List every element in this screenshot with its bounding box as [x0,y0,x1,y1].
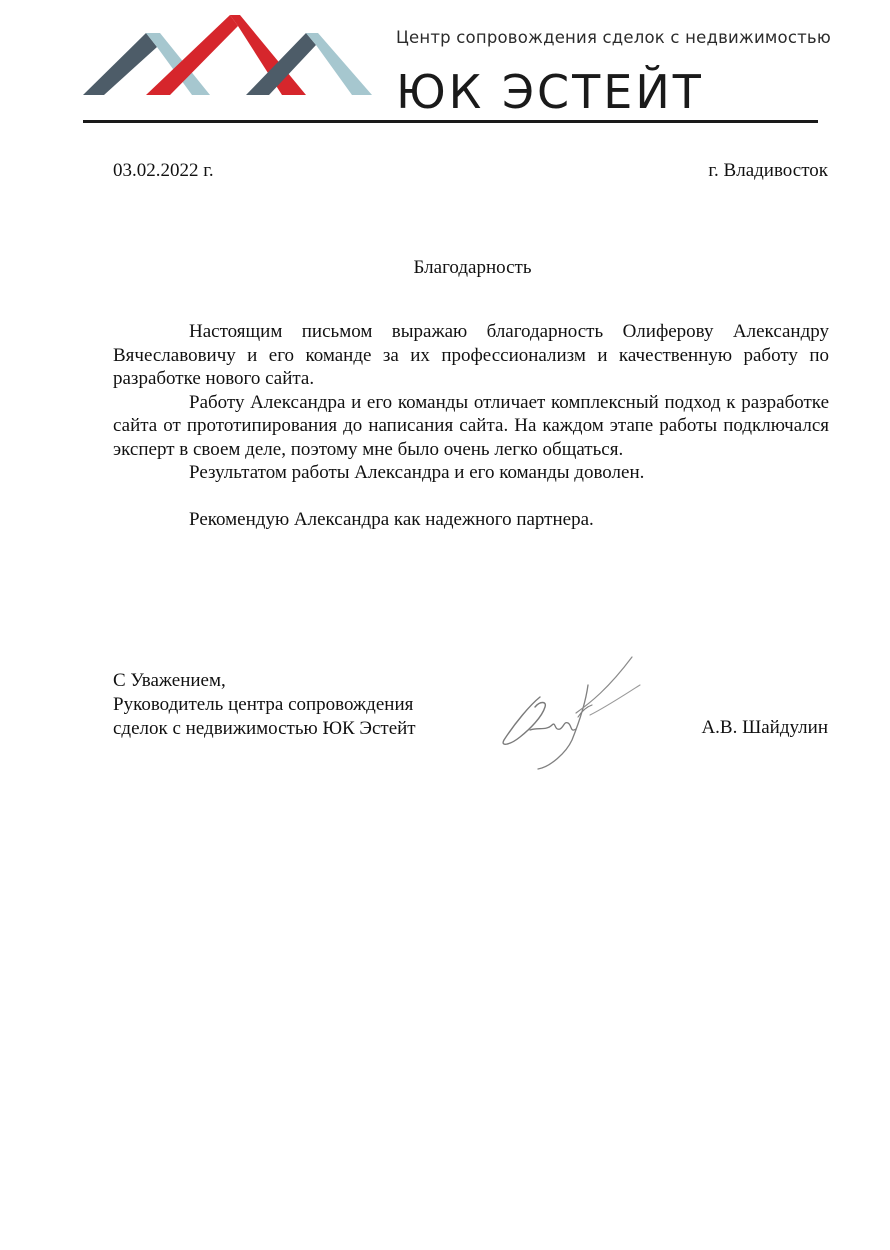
signature-block [113,669,416,741]
company-tagline: Центр сопровождения сделок с недвижимостью [396,28,831,47]
signer-name: А.В. Шайдулин [701,717,828,738]
letter-body [113,320,829,532]
body-paragraph: Рекомендую Александра как надежного партнера. [189,509,594,530]
body-paragraph: Настоящим письмом выражаю благодарность Олиферову Александру Вячеславовичу и его команде за их профессионализм и качественную работу по разработке нового сайта. [113,321,829,389]
closing-line: С Уважением, [113,670,226,691]
letterhead [0,0,890,130]
body-paragraph: Результатом работы Александра и его команды доволен. [189,462,645,483]
letter-date: 03.02.2022 г. [113,160,214,181]
logo-roof-right-light [306,33,372,95]
position-line: Руководитель центра сопровождения [113,694,414,715]
position-line: сделок с недвижимостью ЮК Эстейт [113,718,416,739]
logo-roof-left-dark [83,33,157,95]
company-logo [80,12,375,100]
handwritten-signature [490,645,650,775]
letter-title: Благодарность [413,257,532,278]
body-paragraph: Работу Александра и его команды отличает комплексный подход к разработке сайта от прототипирования до написания сайта. На каждом этапе работы подключался эксперт в своем деле, поэтому мне было очень легко общаться. [113,391,829,460]
company-brand: ЮК ЭСТЕЙТ [396,65,704,119]
letter-city: г. Владивосток [708,160,828,181]
header-divider [83,120,818,123]
